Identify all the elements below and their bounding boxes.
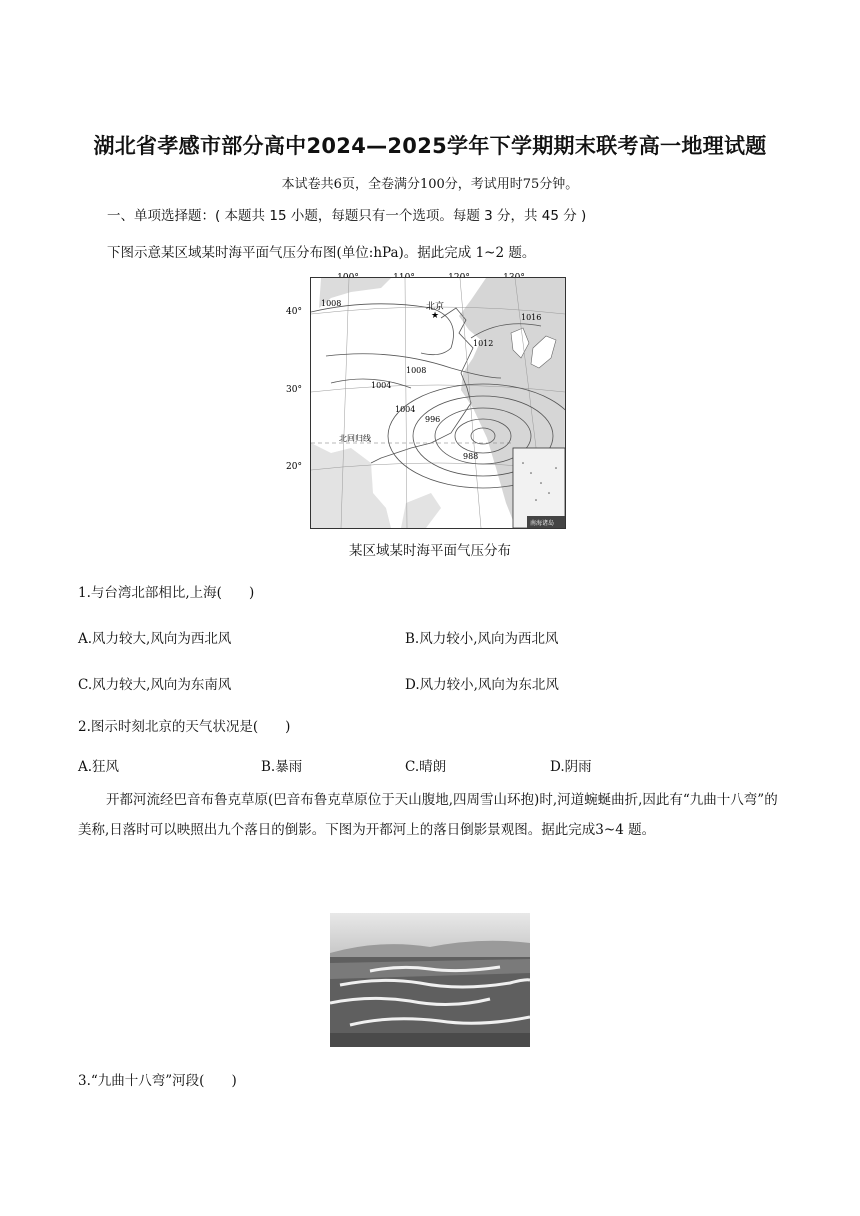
section-heading: 一、单项选择题：( 本题共 15 小题，每题只有一个选项。每题 3 分，共 45 分 ) <box>107 208 587 224</box>
tropic-label: 北回归线 <box>339 434 371 443</box>
page-title: 湖北省孝感市部分高中2024—2025学年下学期期末联考高一地理试题 <box>93 134 767 158</box>
option-c[interactable]: C.风力较大,风向为东南风 <box>78 677 232 693</box>
city-label: 北京 <box>426 302 445 312</box>
lat-label: 30° <box>286 385 302 395</box>
option-d[interactable]: D.阴雨 <box>550 759 592 775</box>
isobar-label: 1008 <box>321 299 342 308</box>
option-b[interactable]: B.暴雨 <box>261 759 303 775</box>
river-sunset-photo <box>330 913 530 1047</box>
beijing-star-icon: ★ <box>430 311 440 321</box>
isobar-label: 1008 <box>406 366 427 375</box>
option-d[interactable]: D.风力较小,风向为东北风 <box>405 677 559 693</box>
isobar-label: 1012 <box>473 339 494 348</box>
inset-label: 南海诸岛 <box>530 520 555 527</box>
option-c[interactable]: C.晴朗 <box>405 759 447 775</box>
option-a[interactable]: A.风力较大,风向为西北风 <box>78 631 232 647</box>
map-caption: 某区域某时海平面气压分布 <box>349 543 511 559</box>
option-a[interactable]: A.狂风 <box>78 759 120 775</box>
lat-label: 40° <box>286 307 302 317</box>
question-3-stem: 3.“九曲十八弯”河段( ) <box>78 1073 237 1089</box>
isobar-label: 1004 <box>371 381 392 390</box>
option-b[interactable]: B.风力较小,风向为西北风 <box>405 631 559 647</box>
isobar-label: 988 <box>463 452 479 461</box>
question-2-stem: 2.图示时刻北京的天气状况是( ) <box>78 719 291 735</box>
lat-label: 20° <box>286 462 302 472</box>
exam-info: 本试卷共6页，全卷满分100分，考试用时75分钟。 <box>281 177 579 192</box>
question-1-stem: 1.与台湾北部相比,上海( ) <box>78 585 255 601</box>
isobar-label: 1016 <box>521 313 542 322</box>
intro-q1-q2: 下图示意某区域某时海平面气压分布图(单位:hPa)。据此完成 1~2 题。 <box>107 245 536 261</box>
isobar-label: 1004 <box>395 405 416 414</box>
pressure-map <box>310 277 566 529</box>
intro-q3-q4: 开都河流经巴音布鲁克草原(巴音布鲁克草原位于天山腹地,四周雪山环抱)时,河道蜿蜒曲折,因此有“九曲十八弯”的美称,日落时可以映照出九个落日的倒影。下图为开都河上的落日倒影景观图。据此完成3~4 题。 <box>78 792 778 838</box>
isobar-label: 996 <box>425 415 441 424</box>
